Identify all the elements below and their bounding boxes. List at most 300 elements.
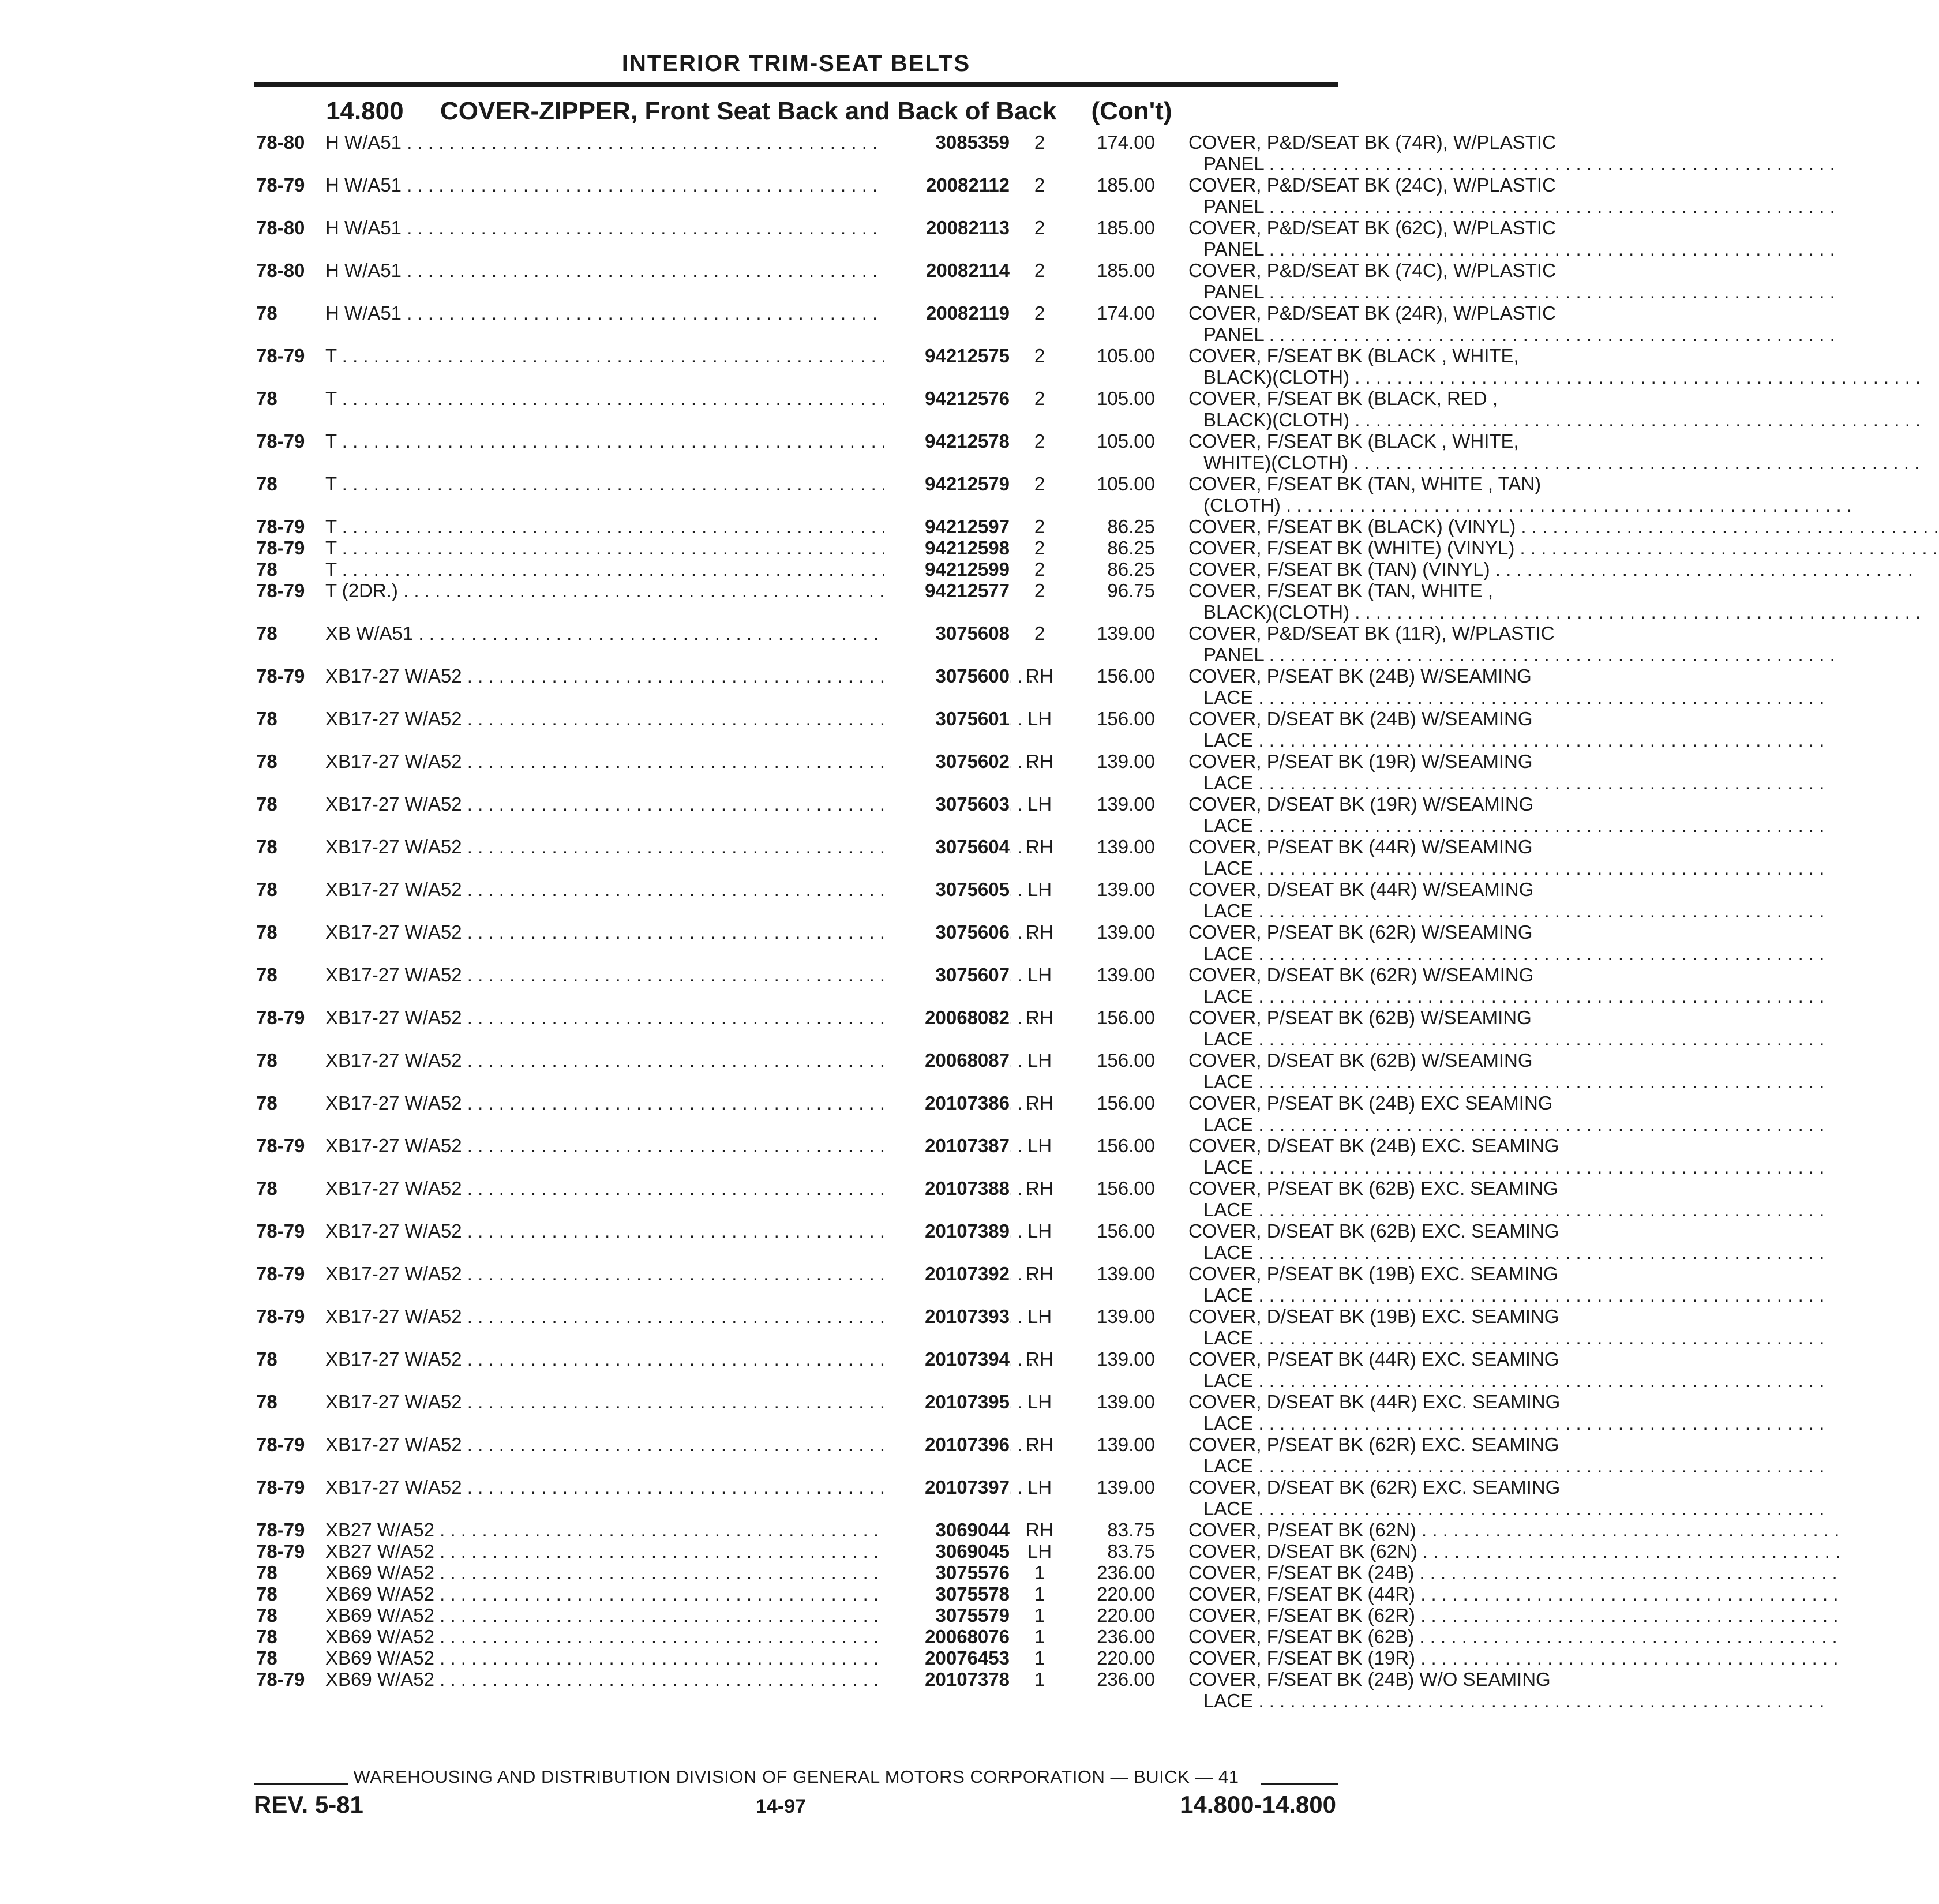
part-number-cell: 20107393 — [884, 1306, 1010, 1327]
table-row — [254, 1519, 1416, 1541]
section-title: COVER-ZIPPER, Front Seat Back and Back of Back — [440, 97, 1057, 125]
price-cell: 174.00 — [1097, 302, 1155, 324]
table-row — [254, 1135, 1559, 1178]
year-cell: 78 — [256, 1348, 277, 1370]
description-cell — [1188, 1348, 1596, 1391]
quantity-cell: RH — [1026, 1263, 1053, 1284]
quantity-cell: 1 — [1034, 1669, 1045, 1690]
table-row — [254, 1348, 1559, 1391]
table-row — [254, 921, 1533, 964]
year-cell: 78-79 — [256, 1007, 305, 1028]
description-line-2: LACE . . . — [1188, 1412, 1596, 1434]
model-cell: XB17-27 W/A52 . . . — [325, 1391, 884, 1412]
quantity-cell: 2 — [1034, 174, 1045, 196]
description-cell — [1188, 1391, 1596, 1434]
description-line-1: COVER, F/SEAT BK (62B) . . . — [1188, 1626, 1596, 1647]
model-cell: XB17-27 W/A52 . . . — [325, 921, 884, 943]
model-cell: XB27 W/A52 . . . — [325, 1541, 884, 1562]
description-line-1: COVER, D/SEAT BK (62N) . . . — [1188, 1541, 1596, 1562]
year-cell: 78-80 — [256, 132, 305, 153]
price-cell: 156.00 — [1097, 708, 1155, 729]
description-line-2: LACE . . . — [1188, 900, 1596, 921]
revision-label: REV. 5-81 — [254, 1791, 363, 1818]
description-cell — [1188, 708, 1596, 751]
description-line-1: COVER, P/SEAT BK (24B) W/SEAMING — [1188, 665, 1532, 687]
part-number-cell: 20107397 — [884, 1476, 1010, 1498]
table-row — [254, 260, 1556, 302]
description-line-2: LACE . . . — [1188, 943, 1596, 964]
description-line-1: COVER, F/SEAT BK (WHITE) (VINYL) . . . — [1188, 537, 1596, 559]
description-cell — [1188, 1583, 1596, 1605]
description-line-1: COVER, P/SEAT BK (62N) . . . — [1188, 1519, 1596, 1541]
model-cell: XB17-27 W/A52 . . . — [325, 793, 884, 815]
part-number-cell: 20107396 — [884, 1434, 1010, 1455]
description-line-1: COVER, D/SEAT BK (62B) EXC. SEAMING — [1188, 1220, 1559, 1242]
description-line-2: LACE . . . — [1188, 1071, 1596, 1092]
model-cell: T . . . — [325, 537, 884, 559]
description-line-1: COVER, D/SEAT BK (24B) EXC. SEAMING — [1188, 1135, 1559, 1156]
quantity-cell: RH — [1026, 836, 1053, 857]
table-row — [254, 623, 1555, 665]
description-cell — [1188, 1626, 1596, 1647]
price-cell: 220.00 — [1097, 1583, 1155, 1605]
table-row — [254, 1541, 1417, 1562]
quantity-cell: RH — [1026, 1007, 1053, 1028]
part-number-cell: 3075608 — [884, 623, 1010, 644]
description-line-1: COVER, F/SEAT BK (BLACK , WHITE, — [1188, 430, 1519, 452]
price-cell: 139.00 — [1097, 879, 1155, 900]
description-line-1: COVER, P/SEAT BK (62R) W/SEAMING — [1188, 921, 1533, 943]
description-line-1: COVER, F/SEAT BK (BLACK, RED , — [1188, 388, 1498, 409]
part-number-cell: 3075601 — [884, 708, 1010, 729]
part-number-cell: 20082113 — [884, 217, 1010, 238]
description-cell — [1188, 1007, 1596, 1050]
quantity-cell: RH — [1026, 751, 1053, 772]
year-cell: 78-80 — [256, 217, 305, 238]
description-line-2: LACE . . . — [1188, 772, 1596, 793]
description-line-2: LACE . . . — [1188, 1199, 1596, 1220]
part-number-cell: 3075606 — [884, 921, 1010, 943]
description-cell — [1188, 473, 1596, 516]
price-cell: 139.00 — [1097, 1348, 1155, 1370]
table-row — [254, 1583, 1416, 1605]
description-line-2: LACE . . . — [1188, 1498, 1596, 1519]
year-cell: 78 — [256, 1626, 277, 1647]
price-cell: 83.75 — [1107, 1519, 1155, 1541]
year-cell: 78 — [256, 708, 277, 729]
year-cell: 78 — [256, 1583, 277, 1605]
description-line-1: COVER, P/SEAT BK (62B) W/SEAMING — [1188, 1007, 1532, 1028]
description-line-2: PANEL . . . — [1188, 153, 1596, 174]
description-cell — [1188, 1647, 1596, 1669]
table-row — [254, 516, 1516, 537]
description-cell — [1188, 921, 1596, 964]
price-cell: 185.00 — [1097, 174, 1155, 196]
description-line-1: COVER, P&D/SEAT BK (11R), W/PLASTIC — [1188, 623, 1555, 644]
quantity-cell: LH — [1027, 879, 1052, 900]
description-line-2: (CLOTH) . . . — [1188, 494, 1596, 516]
part-number-cell: 20107378 — [884, 1669, 1010, 1690]
part-number-cell: 20107388 — [884, 1178, 1010, 1199]
part-number-cell: 20082112 — [884, 174, 1010, 196]
model-cell: XB17-27 W/A52 . . . — [325, 1007, 884, 1028]
model-cell: XB17-27 W/A52 . . . — [325, 836, 884, 857]
section-number: 14.800 — [326, 97, 404, 125]
model-cell: XB17-27 W/A52 . . . — [325, 1263, 884, 1284]
price-cell: 105.00 — [1097, 473, 1155, 494]
description-line-1: COVER, D/SEAT BK (62B) W/SEAMING — [1188, 1050, 1533, 1071]
description-cell — [1188, 665, 1596, 708]
year-cell: 78-79 — [256, 1306, 305, 1327]
model-cell: XB17-27 W/A52 . . . — [325, 964, 884, 985]
quantity-cell: LH — [1027, 1135, 1052, 1156]
part-number-cell: 94212576 — [884, 388, 1010, 409]
table-row — [254, 345, 1519, 388]
description-cell — [1188, 836, 1596, 879]
description-line-1: COVER, F/SEAT BK (TAN) (VINYL) . . . — [1188, 559, 1596, 580]
description-cell — [1188, 174, 1596, 217]
part-number-cell: 3075579 — [884, 1605, 1010, 1626]
part-number-cell: 20107394 — [884, 1348, 1010, 1370]
model-cell: XB17-27 W/A52 . . . — [325, 1434, 884, 1455]
year-cell: 78-79 — [256, 174, 305, 196]
description-line-2: BLACK)(CLOTH) . . . — [1188, 409, 1596, 430]
description-line-2: BLACK)(CLOTH) . . . — [1188, 366, 1596, 388]
table-row — [254, 1050, 1533, 1092]
part-number-cell: 3085359 — [884, 132, 1010, 153]
title-rule — [254, 82, 1338, 87]
model-cell: XB69 W/A52 . . . — [325, 1647, 884, 1669]
description-cell — [1188, 1263, 1596, 1306]
quantity-cell: LH — [1027, 964, 1052, 985]
description-line-2: LACE . . . — [1188, 985, 1596, 1007]
table-row — [254, 580, 1494, 623]
description-line-1: COVER, D/SEAT BK (24B) W/SEAMING — [1188, 708, 1533, 729]
table-row — [254, 708, 1533, 751]
table-row — [254, 430, 1519, 473]
part-number-cell: 20076453 — [884, 1647, 1010, 1669]
part-number-cell: 94212577 — [884, 580, 1010, 601]
description-cell — [1188, 217, 1596, 260]
model-cell: T . . . — [325, 473, 884, 494]
description-cell — [1188, 1178, 1596, 1220]
description-line-2: LACE . . . — [1188, 687, 1596, 708]
footer-text: WAREHOUSING AND DISTRIBUTION DIVISION OF GENERAL MOTORS CORPORATION — BUICK — 41 — [353, 1767, 1239, 1787]
part-number-cell: 3075576 — [884, 1562, 1010, 1583]
quantity-cell: 1 — [1034, 1562, 1045, 1583]
model-cell: T (2DR.) . . . — [325, 580, 884, 601]
part-number-cell: 20107395 — [884, 1391, 1010, 1412]
year-cell: 78-79 — [256, 1434, 305, 1455]
part-number-cell: 3075607 — [884, 964, 1010, 985]
table-row — [254, 132, 1556, 174]
description-line-1: COVER, P&D/SEAT BK (74C), W/PLASTIC — [1188, 260, 1556, 281]
description-line-2: LACE . . . — [1188, 729, 1596, 751]
year-cell: 78 — [256, 751, 277, 772]
model-cell: H W/A51 . . . — [325, 302, 884, 324]
part-number-cell: 3075578 — [884, 1583, 1010, 1605]
table-row — [254, 1605, 1416, 1626]
description-line-1: COVER, D/SEAT BK (62R) W/SEAMING — [1188, 964, 1534, 985]
quantity-cell: 2 — [1034, 430, 1045, 452]
price-cell: 156.00 — [1097, 1050, 1155, 1071]
model-cell: T . . . — [325, 559, 884, 580]
price-cell: 139.00 — [1097, 793, 1155, 815]
description-line-2: LACE . . . — [1188, 1114, 1596, 1135]
description-line-1: COVER, P/SEAT BK (19R) W/SEAMING — [1188, 751, 1533, 772]
quantity-cell: RH — [1026, 921, 1053, 943]
description-cell — [1188, 879, 1596, 921]
description-cell — [1188, 1220, 1596, 1263]
description-line-1: COVER, P/SEAT BK (19B) EXC. SEAMING — [1188, 1263, 1558, 1284]
price-cell: 236.00 — [1097, 1562, 1155, 1583]
description-line-1: COVER, P/SEAT BK (44R) W/SEAMING — [1188, 836, 1533, 857]
page-title: INTERIOR TRIM-SEAT BELTS — [621, 51, 971, 76]
model-cell: XB17-27 W/A52 . . . — [325, 1348, 884, 1370]
part-number-cell: 3075605 — [884, 879, 1010, 900]
description-cell — [1188, 1669, 1596, 1711]
quantity-cell: 1 — [1034, 1605, 1045, 1626]
year-cell: 78 — [256, 836, 277, 857]
table-row — [254, 1220, 1559, 1263]
year-cell: 78 — [256, 1092, 277, 1114]
description-line-1: COVER, D/SEAT BK (19R) W/SEAMING — [1188, 793, 1534, 815]
description-cell — [1188, 1519, 1596, 1541]
model-cell: XB69 W/A52 . . . — [325, 1605, 884, 1626]
description-cell — [1188, 260, 1596, 302]
model-cell: XB17-27 W/A52 . . . — [325, 708, 884, 729]
quantity-cell: 2 — [1034, 537, 1045, 559]
description-line-2: LACE . . . — [1188, 857, 1596, 879]
description-line-1: COVER, F/SEAT BK (44R) . . . — [1188, 1583, 1596, 1605]
price-cell: 96.75 — [1107, 580, 1155, 601]
description-line-2: LACE . . . — [1188, 1455, 1596, 1476]
description-cell — [1188, 1092, 1596, 1135]
part-number-cell: 94212599 — [884, 559, 1010, 580]
price-cell: 83.75 — [1107, 1541, 1155, 1562]
table-row — [254, 1092, 1553, 1135]
year-cell: 78-79 — [256, 1263, 305, 1284]
description-line-1: COVER, P/SEAT BK (62R) EXC. SEAMING — [1188, 1434, 1559, 1455]
table-row — [254, 559, 1490, 580]
quantity-cell: RH — [1026, 1348, 1053, 1370]
quantity-cell: LH — [1027, 1476, 1052, 1498]
price-cell: 86.25 — [1107, 516, 1155, 537]
model-cell: T . . . — [325, 388, 884, 409]
description-line-2: LACE . . . — [1188, 1690, 1596, 1711]
table-row — [254, 473, 1542, 516]
year-cell: 78 — [256, 921, 277, 943]
year-cell: 78-79 — [256, 430, 305, 452]
table-row — [254, 1434, 1559, 1476]
quantity-cell: 2 — [1034, 580, 1045, 601]
section-continued: (Con't) — [1091, 97, 1172, 125]
model-cell: H W/A51 . . . — [325, 174, 884, 196]
year-cell: 78-79 — [256, 1476, 305, 1498]
year-cell: 78-79 — [256, 1135, 305, 1156]
year-cell: 78 — [256, 879, 277, 900]
price-cell: 105.00 — [1097, 430, 1155, 452]
description-cell — [1188, 1050, 1596, 1092]
price-cell: 139.00 — [1097, 623, 1155, 644]
description-line-1: COVER, P&D/SEAT BK (74R), W/PLASTIC — [1188, 132, 1556, 153]
description-cell — [1188, 537, 1596, 559]
quantity-cell: 2 — [1034, 260, 1045, 281]
quantity-cell: 2 — [1034, 623, 1045, 644]
section-heading — [326, 97, 1172, 126]
model-cell: XB17-27 W/A52 . . . — [325, 751, 884, 772]
quantity-cell: 1 — [1034, 1626, 1045, 1647]
table-row — [254, 174, 1556, 217]
year-cell: 78 — [256, 473, 277, 494]
table-row — [254, 1306, 1559, 1348]
description-cell — [1188, 964, 1596, 1007]
description-line-1: COVER, P/SEAT BK (24B) EXC SEAMING — [1188, 1092, 1553, 1114]
price-cell: 139.00 — [1097, 1391, 1155, 1412]
description-cell — [1188, 430, 1596, 473]
part-number-cell: 20107389 — [884, 1220, 1010, 1242]
part-number-cell: 20068082 — [884, 1007, 1010, 1028]
part-number-cell: 3069044 — [884, 1519, 1010, 1541]
description-cell — [1188, 1541, 1596, 1562]
quantity-cell: RH — [1026, 1092, 1053, 1114]
section-range: 14.800-14.800 — [1180, 1791, 1336, 1818]
part-number-cell: 94212598 — [884, 537, 1010, 559]
part-number-cell: 3075603 — [884, 793, 1010, 815]
year-cell: 78-79 — [256, 1541, 305, 1562]
part-number-cell: 94212597 — [884, 516, 1010, 537]
model-cell: XB69 W/A52 . . . — [325, 1669, 884, 1690]
description-line-2: PANEL . . . — [1188, 238, 1596, 260]
model-cell: XB17-27 W/A52 . . . — [325, 1050, 884, 1071]
model-cell: XB17-27 W/A52 . . . — [325, 1178, 884, 1199]
year-cell: 78-79 — [256, 1519, 305, 1541]
model-cell: H W/A51 . . . — [325, 132, 884, 153]
description-cell — [1188, 1434, 1596, 1476]
quantity-cell: 2 — [1034, 302, 1045, 324]
quantity-cell: LH — [1027, 1541, 1052, 1562]
year-cell: 78-79 — [256, 1220, 305, 1242]
quantity-cell: LH — [1027, 793, 1052, 815]
description-line-2: LACE . . . — [1188, 1156, 1596, 1178]
table-row — [254, 964, 1534, 1007]
model-cell: XB27 W/A52 . . . — [325, 1519, 884, 1541]
table-row — [254, 1178, 1558, 1220]
price-cell: 156.00 — [1097, 1220, 1155, 1242]
description-line-1: COVER, P/SEAT BK (62B) EXC. SEAMING — [1188, 1178, 1558, 1199]
quantity-cell: 1 — [1034, 1583, 1045, 1605]
model-cell: XB17-27 W/A52 . . . — [325, 1476, 884, 1498]
model-cell: XB17-27 W/A52 . . . — [325, 1092, 884, 1114]
year-cell: 78 — [256, 559, 277, 580]
model-cell: T . . . — [325, 345, 884, 366]
table-row — [254, 665, 1532, 708]
year-cell: 78-79 — [256, 580, 305, 601]
price-cell: 156.00 — [1097, 1092, 1155, 1114]
description-cell — [1188, 623, 1596, 665]
description-line-1: COVER, D/SEAT BK (62R) EXC. SEAMING — [1188, 1476, 1561, 1498]
quantity-cell: 2 — [1034, 132, 1045, 153]
quantity-cell: 1 — [1034, 1647, 1045, 1669]
part-number-cell: 20107392 — [884, 1263, 1010, 1284]
price-cell: 86.25 — [1107, 537, 1155, 559]
table-row — [254, 879, 1534, 921]
quantity-cell: 2 — [1034, 516, 1045, 537]
table-row — [254, 1476, 1561, 1519]
quantity-cell: LH — [1027, 1306, 1052, 1327]
model-cell: XB69 W/A52 . . . — [325, 1626, 884, 1647]
description-cell — [1188, 388, 1596, 430]
table-row — [254, 537, 1515, 559]
description-cell — [1188, 793, 1596, 836]
model-cell: XB69 W/A52 . . . — [325, 1562, 884, 1583]
price-cell: 139.00 — [1097, 1263, 1155, 1284]
description-line-1: COVER, F/SEAT BK (19R) . . . — [1188, 1647, 1596, 1669]
price-cell: 236.00 — [1097, 1669, 1155, 1690]
model-cell: XB17-27 W/A52 . . . — [325, 879, 884, 900]
model-cell: T . . . — [325, 516, 884, 537]
description-line-1: COVER, F/SEAT BK (24B) . . . — [1188, 1562, 1596, 1583]
year-cell: 78-80 — [256, 260, 305, 281]
price-cell: 139.00 — [1097, 964, 1155, 985]
part-number-cell: 3075604 — [884, 836, 1010, 857]
description-cell — [1188, 580, 1596, 623]
year-cell: 78 — [256, 1605, 277, 1626]
table-row — [254, 1391, 1561, 1434]
model-cell: H W/A51 . . . — [325, 217, 884, 238]
description-line-2: WHITE)(CLOTH) . . . — [1188, 452, 1596, 473]
price-cell: 139.00 — [1097, 921, 1155, 943]
model-cell: XB W/A51 . . . — [325, 623, 884, 644]
table-row — [254, 836, 1533, 879]
description-line-1: COVER, D/SEAT BK (19B) EXC. SEAMING — [1188, 1306, 1559, 1327]
price-cell: 156.00 — [1097, 1007, 1155, 1028]
part-number-cell: 3069045 — [884, 1541, 1010, 1562]
quantity-cell: 2 — [1034, 345, 1045, 366]
year-cell: 78 — [256, 623, 277, 644]
year-cell: 78 — [256, 1562, 277, 1583]
table-row — [254, 1562, 1415, 1583]
description-line-2: LACE . . . — [1188, 1370, 1596, 1391]
price-cell: 139.00 — [1097, 1434, 1155, 1455]
table-row — [254, 388, 1498, 430]
price-cell: 156.00 — [1097, 1178, 1155, 1199]
year-cell: 78-79 — [256, 345, 305, 366]
model-cell: XB17-27 W/A52 . . . — [325, 665, 884, 687]
description-line-1: COVER, P/SEAT BK (44R) EXC. SEAMING — [1188, 1348, 1559, 1370]
description-cell — [1188, 132, 1596, 174]
table-row — [254, 793, 1534, 836]
table-row — [254, 217, 1556, 260]
model-cell: T . . . — [325, 430, 884, 452]
part-number-cell: 20107386 — [884, 1092, 1010, 1114]
year-cell: 78-79 — [256, 665, 305, 687]
year-cell: 78-79 — [256, 516, 305, 537]
quantity-cell: LH — [1027, 708, 1052, 729]
part-number-cell: 20107387 — [884, 1135, 1010, 1156]
price-cell: 139.00 — [1097, 1306, 1155, 1327]
description-line-1: COVER, P&D/SEAT BK (24C), W/PLASTIC — [1188, 174, 1556, 196]
description-line-1: COVER, F/SEAT BK (BLACK , WHITE, — [1188, 345, 1519, 366]
part-number-cell: 94212575 — [884, 345, 1010, 366]
table-row — [254, 1263, 1558, 1306]
description-line-2: LACE . . . — [1188, 815, 1596, 836]
quantity-cell: LH — [1027, 1050, 1052, 1071]
description-cell — [1188, 516, 1596, 537]
quantity-cell: RH — [1026, 1178, 1053, 1199]
description-cell — [1188, 751, 1596, 793]
price-cell: 220.00 — [1097, 1647, 1155, 1669]
